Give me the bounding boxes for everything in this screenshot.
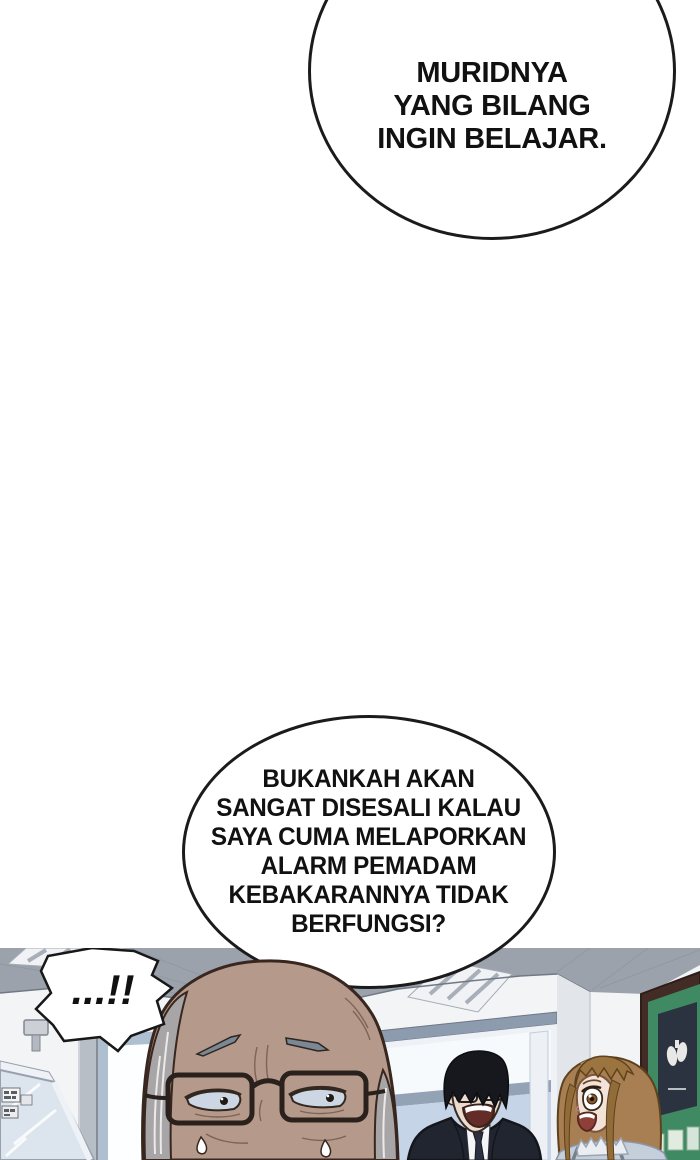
woman <box>556 1056 667 1160</box>
speech-text-top: MURIDNYA YANG BILANG INGIN BELAJAR. <box>377 57 607 155</box>
old-man-head <box>143 961 398 1160</box>
speech-bubble-top <box>308 0 676 240</box>
characters-layer <box>0 948 700 1160</box>
old-man <box>143 961 398 1160</box>
comic-panel-characters <box>0 948 700 1160</box>
speech-text-middle: BUKANKAH AKAN SANGAT DISESALI KALAU SAYA CUMA MELAPORKAN ALARM PEMADAM KEBAKARANNYA TIDAK BERFUNGSI? <box>211 765 527 938</box>
speech-text-shout: ...!! <box>71 966 135 1013</box>
young-man <box>408 1051 541 1160</box>
